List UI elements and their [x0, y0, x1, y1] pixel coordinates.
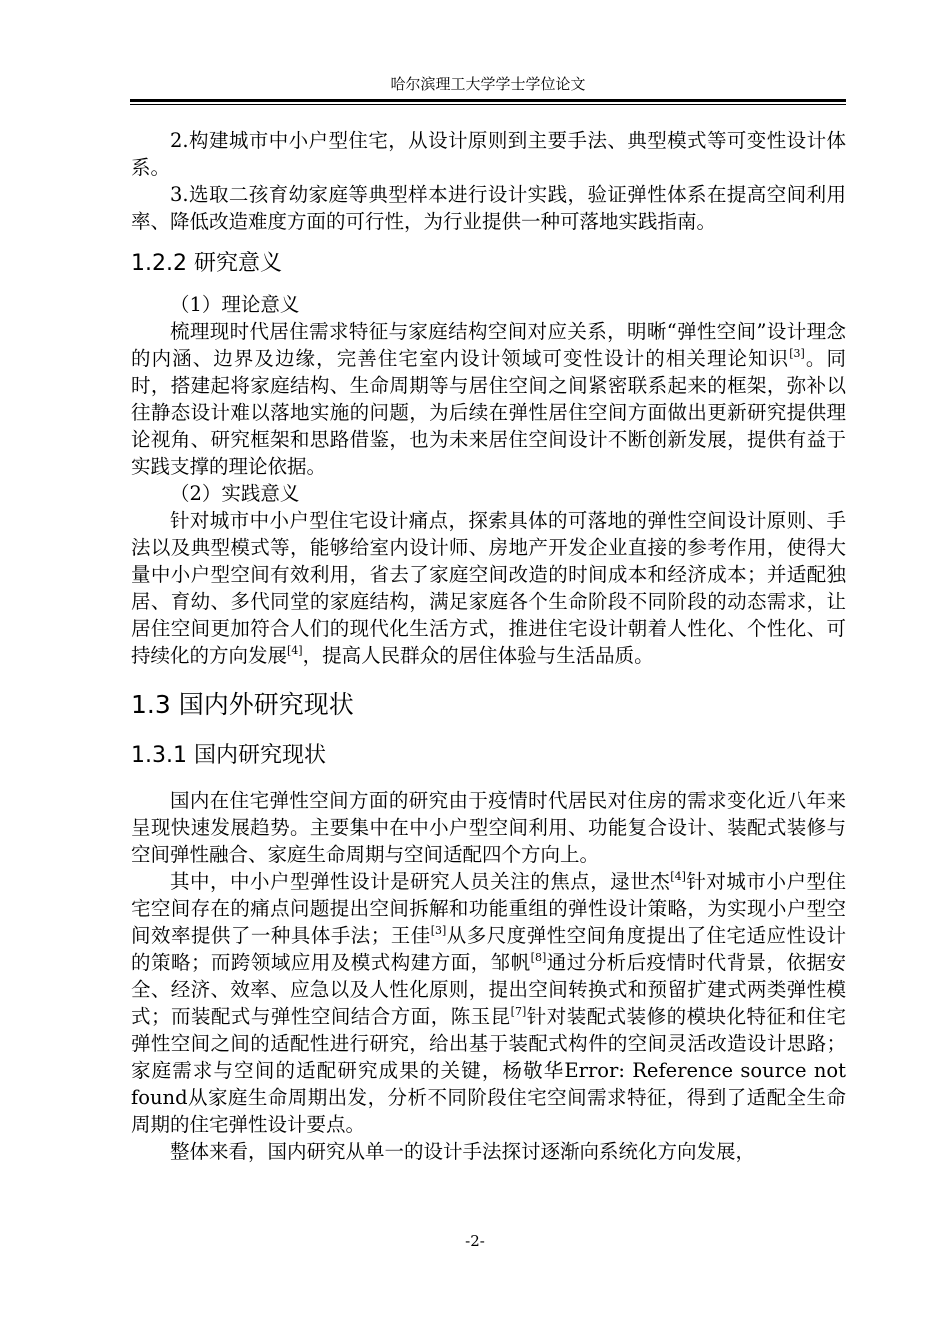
practice-significance-paragraph: [131, 507, 846, 669]
page-body: [131, 127, 846, 1165]
citation-ref: [8]: [530, 951, 547, 964]
citation-ref: [3]: [430, 924, 447, 937]
section-heading-1-3: 1.3 国内外研究现状: [131, 690, 354, 719]
objective-paragraph-3: 3.选取二孩育幼家庭等典型样本进行设计实践，验证弹性体系在提高空间利用率、降低改造难度方面的可行性，为行业提供一种可落地实践指南。: [131, 183, 846, 233]
header-rule-thin: [130, 104, 846, 105]
text-run: 从多尺度弹性空间角度提出了住宅适应性设计的策略；而跨领域应用及模式构建方面，邹帆: [131, 924, 846, 974]
citation-ref: [4]: [287, 644, 303, 657]
citation-ref: [3]: [789, 347, 805, 360]
domestic-research-paragraph-1: 国内在住宅弹性空间方面的研究由于疫情时代居民对住房的需求变化近八年来呈现快速发展趋势。主要集中在中小户型空间利用、功能复合设计、装配式装修与空间弹性融合、家庭生命周期与空间适配四个方向上。: [131, 789, 846, 866]
theory-significance-label: （1）理论意义: [170, 293, 300, 316]
text-run: 针对装配式装修的模块化特征和住宅弹性空间之间的适配性进行研究，给出基于装配式构件的空间灵活改造设计思路；家庭需求与空间的适配研究成果的关键，杨敬华Error: Reference source not found从家庭生命周期出发，分析不同阶段住宅空间需求特征，得到了适配全生命周期的住宅弹性设计要点。: [131, 1005, 846, 1136]
section-heading-1-2-2: 1.2.2 研究意义: [131, 251, 282, 276]
page-number: -2-: [465, 1232, 485, 1250]
domestic-research-paragraph-3: 整体来看，国内研究从单一的设计手法探讨逐渐向系统化方向发展，: [170, 1140, 756, 1163]
text-run: 梳理现时代居住需求特征与家庭结构空间对应关系，明晰“弹性空间”设计理念的内涵、边界及边缘，完善住宅室内设计领域可变性设计的相关理论知识: [131, 320, 846, 370]
text-run: 通过分析后疫情时代背景，依据安全、经济、效率、应急以及人性化原则，提出空间转换式和预留扩建式两类弹性模式；而装配式与弹性空间结合方面，陈玉昆: [131, 951, 846, 1028]
text-run: 针对城市中小户型住宅设计痛点，探索具体的可落地的弹性空间设计原则、手法以及典型模式等，能够给室内设计师、房地产开发企业直接的参考作用，使得大量中小户型空间有效利用，省去了家庭空间改造的时间成本和经济成本；并适配独居、育幼、多代同堂的家庭结构，满足家庭各个生命阶段不同阶段的动态需求，让居住空间更加符合人们的现代化生活方式，推进住宅设计朝着人性化、个性化、可持续化的方向发展: [131, 509, 846, 667]
text-run: 针对城市小户型住宅空间存在的痛点问题提出空间拆解和功能重组的弹性设计策略，为实现小户型空间效率提供了一种具体手法；王佳: [131, 870, 846, 947]
section-heading-1-3-1: 1.3.1 国内研究现状: [131, 743, 326, 768]
theory-significance-paragraph: [131, 318, 846, 480]
text-run: ，提高人民群众的居住体验与生活品质。: [302, 644, 654, 667]
citation-ref: [7]: [510, 1005, 527, 1018]
practice-significance-label: （2）实践意义: [170, 482, 300, 505]
text-run: 其中，中小户型弹性设计是研究人员关注的焦点，逯世杰: [170, 870, 671, 893]
header-rule-thick: [130, 99, 846, 102]
citation-ref: [4]: [670, 870, 686, 883]
running-header: 哈尔滨理工大学学士学位论文: [390, 75, 586, 93]
domestic-research-paragraph-2: [131, 868, 846, 1138]
text-run: 。同时，搭建起将家庭结构、生命周期等与居住空间之间紧密联系起来的框架，弥补以往静态设计难以落地实施的问题，为后续在弹性居住空间方面做出更新研究提供理论视角、研究框架和思路借鉴，也为未来居住空间设计不断创新发展，提供有益于实践支撑的理论依据。: [131, 347, 846, 478]
objective-paragraph-2: 2.构建城市中小户型住宅，从设计原则到主要手法、典型模式等可变性设计体系。: [131, 129, 846, 179]
